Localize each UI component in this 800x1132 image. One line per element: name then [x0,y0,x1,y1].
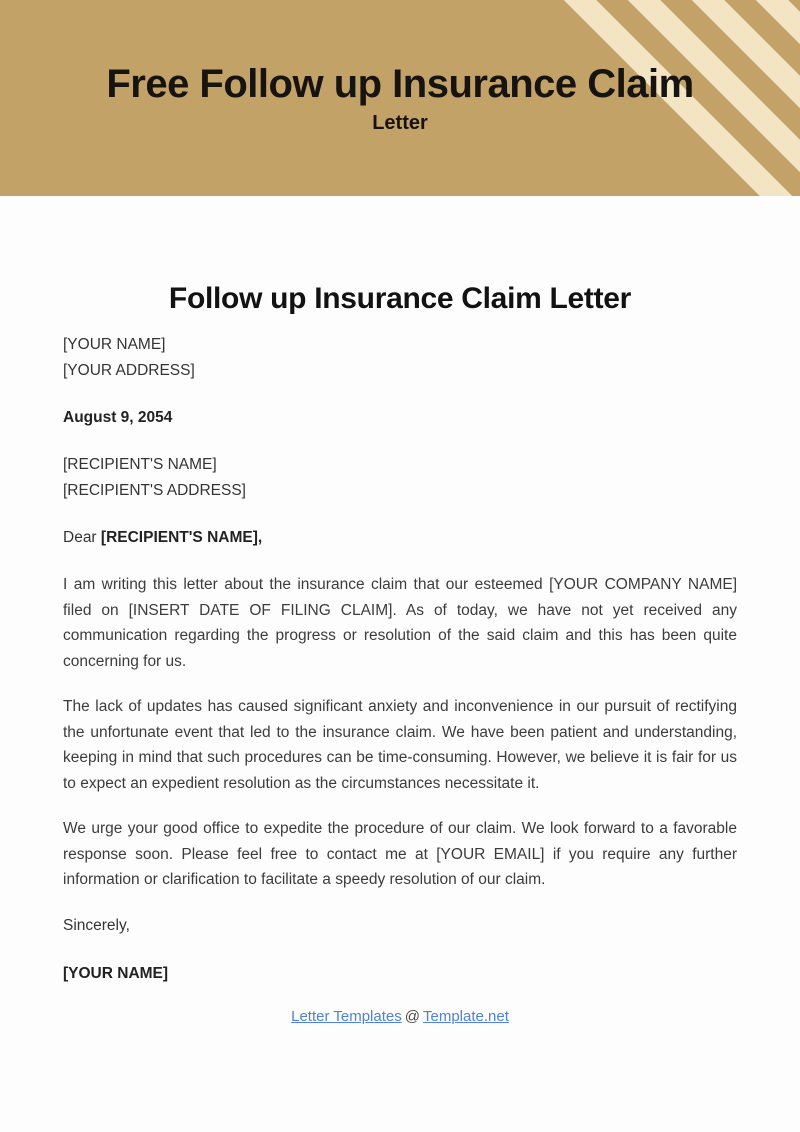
closing-line: Sincerely, [63,916,130,934]
sender-address-placeholder: [YOUR ADDRESS] [63,362,195,379]
template-net-link[interactable]: Template.net [422,1007,509,1025]
recipient-address-placeholder: [RECIPIENT'S ADDRESS] [63,482,246,499]
salutation-recipient-placeholder: [RECIPIENT'S NAME], [100,529,263,546]
salutation-line [63,525,737,551]
salutation-prefix: Dear [63,529,101,546]
signature-name-placeholder: [YOUR NAME] [63,964,169,982]
sender-name-placeholder: [YOUR NAME] [63,336,166,353]
recipient-block [63,452,737,504]
letter-paragraph-3: We urge your good office to expedite the procedure of our claim. We look forward to a favorable response soon. Please feel free to contact me at [YOUR EMAIL] if you require any further information or clarification to facilitate a speedy resolution of our claim. [63,820,737,888]
footer-attribution [0,1007,800,1027]
template-subtitle: Letter [372,111,428,134]
template-title: Free Follow up Insurance Claim [106,61,694,106]
letter-paragraph-1: I am writing this letter about the insurance claim that our esteemed [YOUR COMPANY NAME] filed on [INSERT DATE OF FILING CLAIM]. As of today, we have not yet received any communication regarding the progress or resolution of the said claim and this has been quite concerning for us. [63,576,737,670]
letter-date: August 9, 2054 [63,409,173,426]
recipient-name-placeholder: [RECIPIENT'S NAME] [63,456,217,473]
sender-block [63,332,737,384]
template-banner [0,0,800,196]
letter-body [0,282,800,987]
letter-templates-link[interactable]: Letter Templates [291,1007,402,1025]
footer-separator: @ [404,1007,420,1025]
letter-heading: Follow up Insurance Claim Letter [168,282,632,315]
letter-paragraph-2: The lack of updates has caused significant anxiety and inconvenience in our pursuit of rectifying the unfortunate event that led to the insurance claim. We have been patient and understanding, keeping in mind that such procedures can be time-consuming. However, we believe it is fair for us to expect an expedient resolution as the circumstances necessitate it. [63,698,737,792]
